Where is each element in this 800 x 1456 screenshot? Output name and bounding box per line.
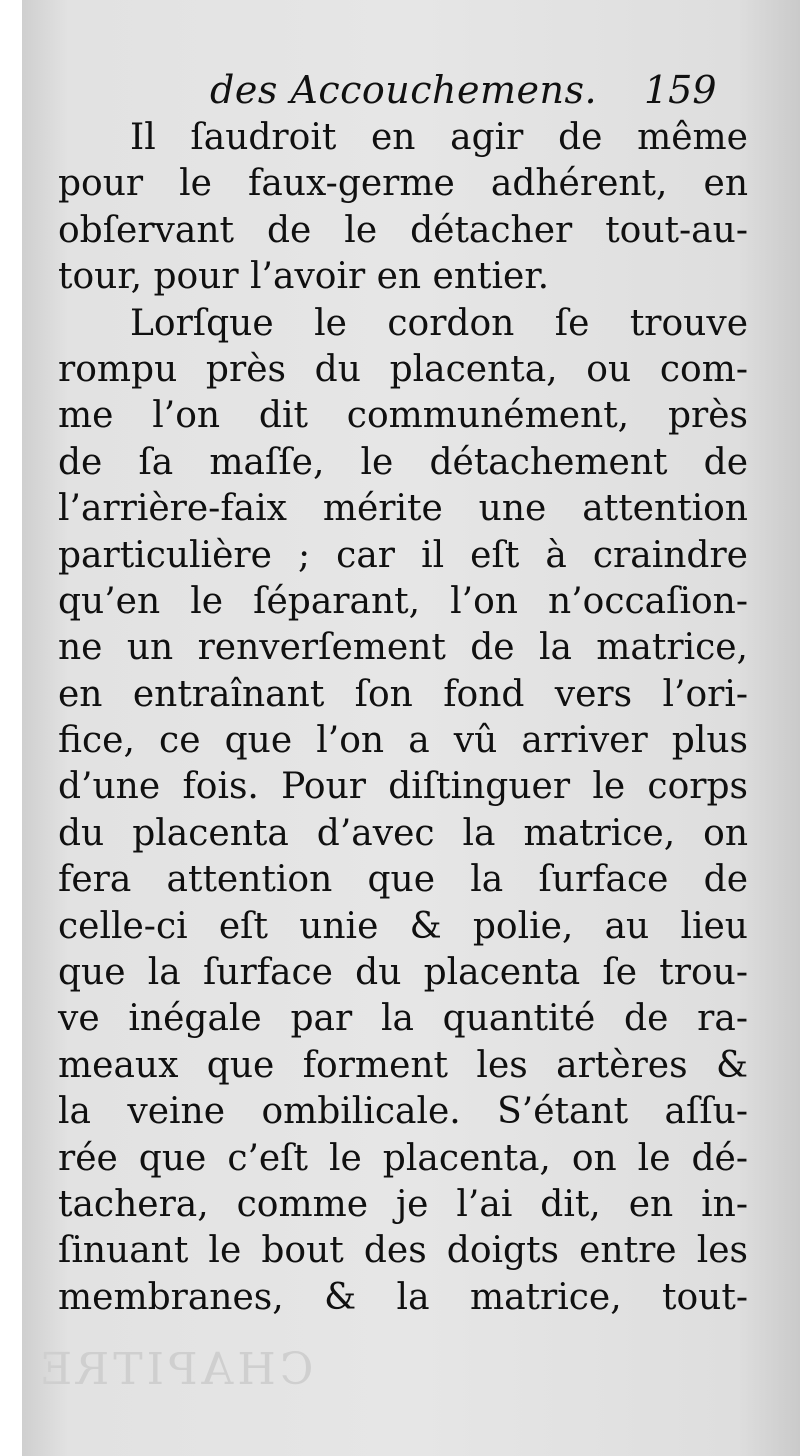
- text-line: Il ſaudroit en agir de même: [130, 117, 748, 158]
- running-head: des Accouchemens.: [210, 68, 598, 112]
- text-line: ve inégale par la quantité de ra-: [58, 998, 748, 1040]
- page-number: 159: [644, 68, 717, 112]
- text-line: celle-ci eſt unie & polie, au lieu: [58, 905, 748, 947]
- text-line: pour le faux-germe adhérent, en: [58, 163, 748, 205]
- page-gutter: [0, 0, 22, 1456]
- text-line: de ſa maſſe, le détachement de: [58, 441, 748, 483]
- text-line: Lorſque le cordon ſe trouve: [130, 302, 748, 344]
- text-line: rée que c’eſt le placenta, on le dé-: [58, 1137, 748, 1179]
- text-line: ne un renverſement de la matrice,: [58, 627, 748, 669]
- show-through-text: CHAPITRE: [36, 1344, 314, 1395]
- text-line: ſinuant le bout des doigts entre les: [58, 1230, 748, 1272]
- text-line: tour, pour l’avoir en entier.: [58, 256, 550, 298]
- text-line: me l’on dit communément, près: [58, 395, 748, 437]
- text-line: d’une fois. Pour diſtinguer le corps: [58, 766, 748, 808]
- text-line: que la ſurface du placenta ſe trou-: [58, 952, 748, 994]
- text-line: rompu près du placenta, ou com-: [58, 348, 748, 390]
- body-text: [58, 115, 748, 1321]
- text-line: meaux que forment les artères &: [58, 1044, 748, 1086]
- text-line: du placenta d’avec la matrice, on: [58, 812, 748, 854]
- text-line: fice, ce que l’on a vû arriver plus: [58, 720, 748, 762]
- text-line: tachera, comme je l’ai dit, en in-: [58, 1183, 748, 1225]
- text-line: membranes, & la matrice, tout-: [58, 1276, 748, 1318]
- text-line: en entraînant ſon fond vers l’ori-: [58, 673, 748, 715]
- text-line: obſervant de le détacher tout-au-: [58, 209, 748, 251]
- text-line: la veine ombilicale. S’étant aſſu-: [58, 1091, 748, 1133]
- text-line: l’arrière-faix mérite une attention: [58, 488, 748, 530]
- text-line: particulière ; car il eſt à craindre: [58, 534, 748, 576]
- text-line: fera attention que la ſurface de: [58, 859, 748, 901]
- text-line: qu’en le ſéparant, l’on n’occaſion-: [58, 580, 748, 622]
